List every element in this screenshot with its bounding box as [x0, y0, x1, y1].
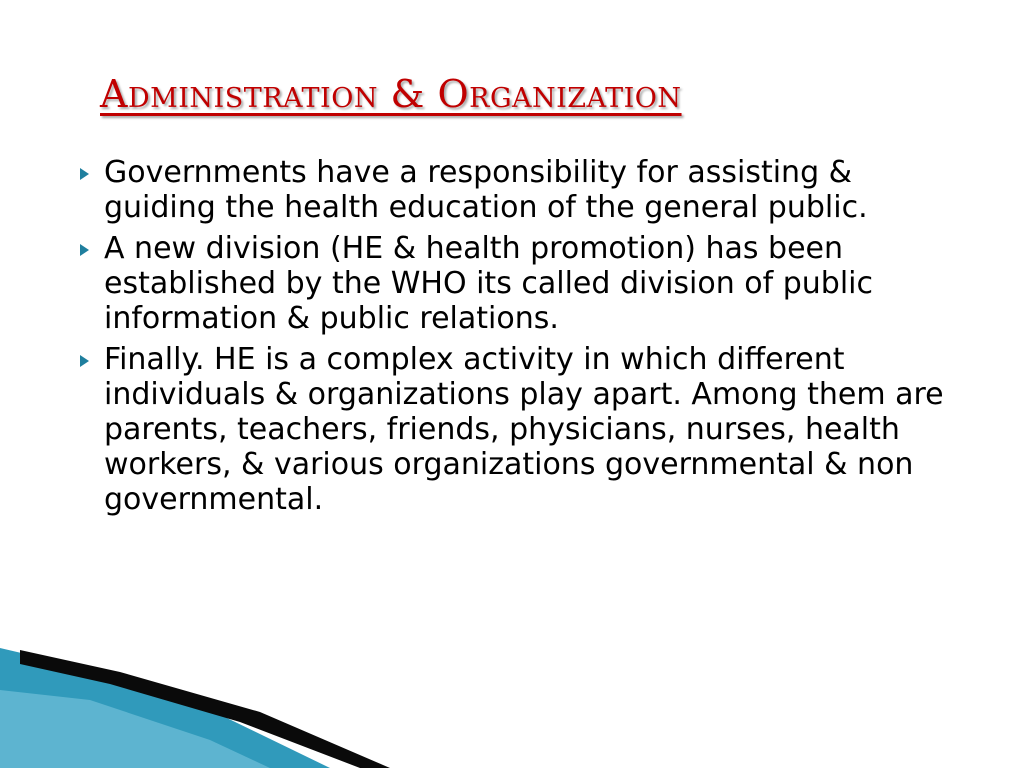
bullet-item	[72, 155, 952, 225]
triangle-right-icon	[80, 168, 89, 180]
bullet-text: A new division (HE & health promotion) has been established by the WHO its called division of public information & public relations.	[104, 231, 873, 336]
triangle-right-icon	[80, 244, 89, 256]
bullet-list	[72, 155, 952, 523]
corner-swoosh-blue	[0, 648, 330, 768]
corner-swoosh-light	[0, 690, 270, 768]
corner-swoosh-dark	[20, 650, 390, 768]
bullet-text: Governments have a responsibility for assisting & guiding the health education of the general public.	[104, 155, 868, 225]
triangle-right-icon	[80, 355, 89, 367]
bullet-text: Finally. HE is a complex activity in which different individuals & organizations play apart. Among them are parents, teachers, friends, physicians, nurses, health workers, & various organizations governmental & non governmental.	[104, 342, 944, 517]
bullet-item	[72, 342, 952, 517]
slide-title: Administration & Organization	[100, 72, 682, 116]
bullet-item	[72, 231, 952, 336]
